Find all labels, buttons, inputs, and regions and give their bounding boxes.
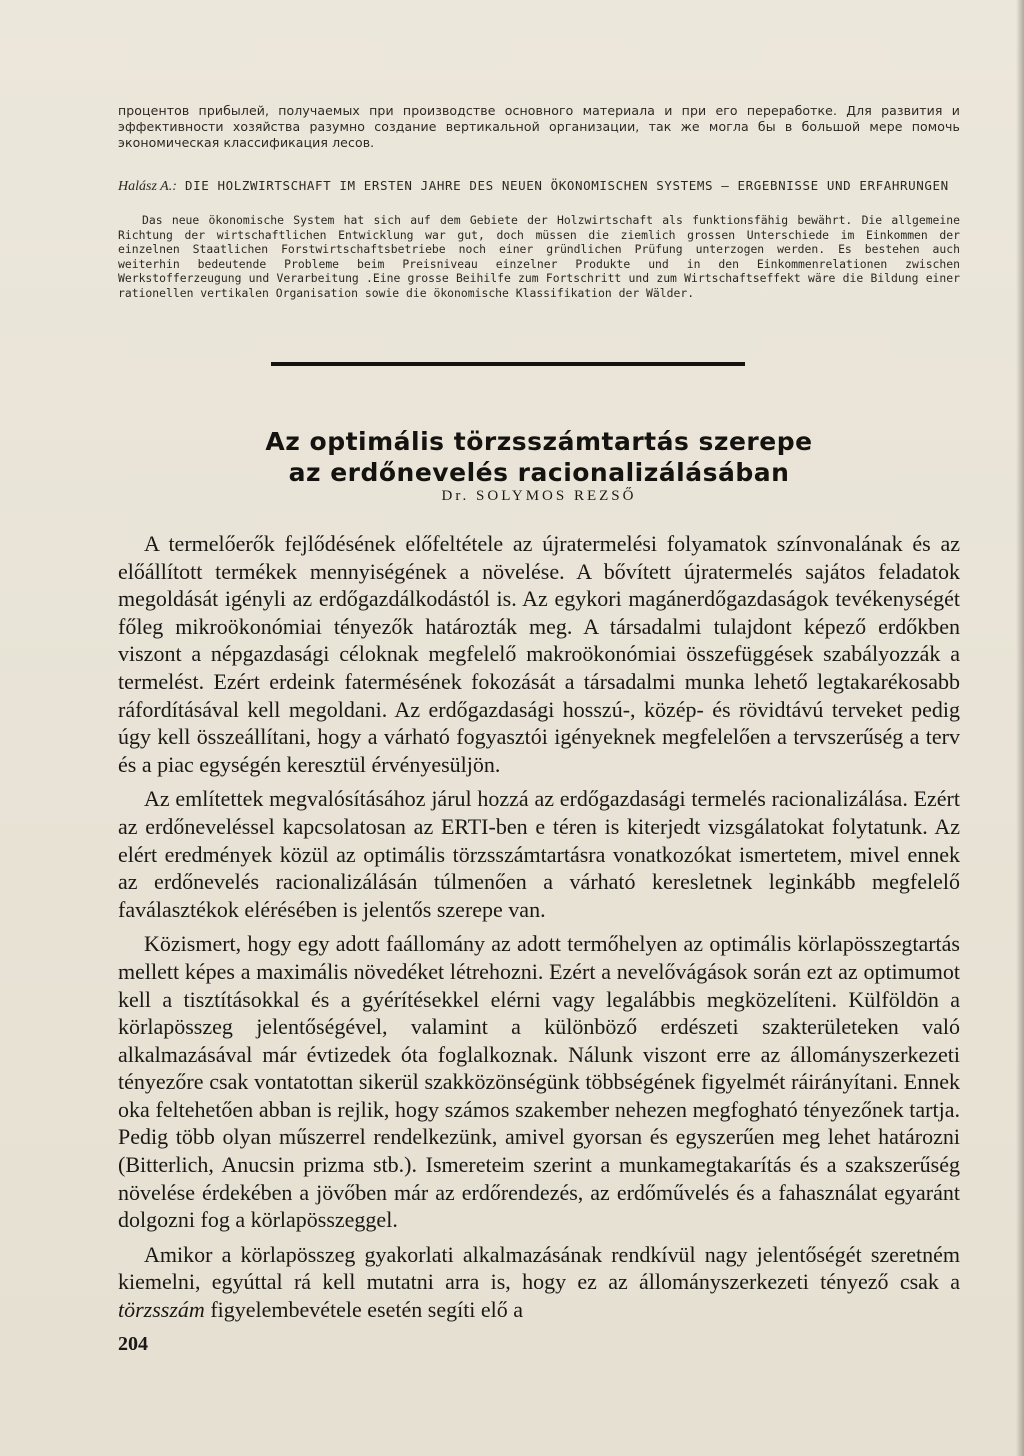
german-abstract-text: Das neue ökonomische System hat sich auf dem Gebiete der Holzwirtschaft als funktionsfähig bewährt. Die allgemeine Richtung der wirtschaftlichen Entwicklung war gut, doch müssen die ziemlich grossen Unterschiede im Einkommen der einzelnen Staatlichen Forstwirtschaftsbetriebe noch einer gründlichen Prüfung unterzogen werden. Es bestehen auch weiterhin bedeutende Probleme beim Preisniveau einzelner Produkte und in den Einkommenrelationen zwischen Werkstofferzeugung und Verarbeitung .Eine grosse Beihilfe zum Fortschritt und zum Wirtschaftseffekt wäre die Bildung einer rationellen vertikalen Organisation sowie die ökonomische Klassifikation der Wälder. [118,213,960,300]
article-paragraph: Közismert, hogy egy adott faállomány az adott termőhelyen az optimális körlapösszegtartás mellett képes a maximális növedéket létrehozni. Ezért a nevelővágások során ezt az optimumot kell a tisztításokkal és a gyérítésekkel elérni vagy legalábbis megközelíteni. Külföldön a körlapösszeg jelentőségével, valamint a különböző erdészeti szakterületeken való alkalmazásával már évtizedek óta foglalkoznak. Nálunk viszont erre az állományszerkezeti tényezőre csak vontatottan sikerül szakközönségünk többségének figyelmét ráirányítani. Ennek oka feltehetően abban is rejlik, hogy számos szakember nehezen megfogható tényezőnek tartja. Pedig több olyan műszerrel rendelkezünk, amivel gyorsan és egyszerűen meg lehet határozni (Bitterlich, Anucsin prizma stb.). Ismereteim szerint a munkamegtakarítás és a szakszerűség növelése érdekében a jövőben már az erdőrendezés, az erdőművelés és a fahasználat egyaránt dolgozni fog a körlapösszeggel. [118,931,960,1233]
page-edge-shadow [1016,0,1024,1456]
german-abstract-body [118,213,960,301]
german-abstract-title: DIE HOLZWIRTSCHAFT IM ERSTEN JAHRE DES NEUEN ÖKONOMISCHEN SYSTEMS — ERGEBNISSE UND ERFAHRUNGEN [185,178,949,193]
german-abstract-author: Halász A.: [118,179,177,194]
german-abstract-heading [118,178,960,195]
last-paragraph-start: Amikor a körlapösszeg gyakorlati alkalmazásának rendkívül nagy jelentőségét szeretném kiemelni, egyúttal rá kell mutatni arra is, hogy ez az állományszerkezeti tényező csak a [118,1241,960,1295]
last-paragraph-italic-term: törzsszám [118,1297,205,1323]
article-paragraph: Az említettek megvalósításához járul hozzá az erdőgazdasági termelés racionalizálása. Ezért az erdőneveléssel kapcsolatosan az ERTI-ben e téren is kiterjedt vizsgálatokat folytatunk. Az elért eredmények közül az optimális törzsszámtartásra vonatkozókat ismertetem, mivel ennek az erdőnevelés racionalizálásán túlmenően a várható keresletnek leginkább megfelelő faválasztékok elérésében is jelentős szerepe van. [118,786,960,922]
article-paragraph-last [118,1241,960,1324]
article-title [118,426,960,488]
article-title-line1: Az optimális törzsszámtartás szerepe [265,427,813,456]
article-title-line2: az erdőnevelés racionalizálásában [288,458,790,487]
last-paragraph-end: figyelembevétele esetén segíti elő a [204,1297,524,1323]
article-author: Dr. SOLYMOS REZSŐ [441,488,637,504]
article-paragraph: A termelőerők fejlődésének előfeltétele az újratermelési folyamatok színvonalának és az előállított termékek mennyiségének a növelése. A bővített újratermelés sajátos feladatok megoldását igényli az erdőgazdálkodástól is. Az egykori magánerdőgazdaságok tevékenységét főleg mikroökonómiai tényezők határozták meg. A társadalmi tulajdont képező erdőkben viszont a népgazdasági céloknak megfelelő makroökonómiai összefüggések szabályozzák a termelést. Ezért erdeink fatermésének fokozását a társadalmi munka lehető legtakarékosabb ráfordításával kell megoldani. Az erdőgazdasági hosszú-, közép- és rövidtávú terveket pedig úgy kell összeállítani, hogy a várható fogyasztói igényeknek megfelelően a tervszerűség a terv és a piac egységén keresztül érvényesüljön. [118,531,960,777]
page-number: 204 [118,1333,148,1355]
article-body [118,530,960,1331]
russian-abstract: процентов прибылей, получаемых при производстве основного материала и при его переработке. Для развития и эффективности хозяйства разумно создание вертикальной организации, так же могла бы в большой мере помочь экономическая классификация лесов. [118,103,960,150]
section-divider [271,362,745,366]
